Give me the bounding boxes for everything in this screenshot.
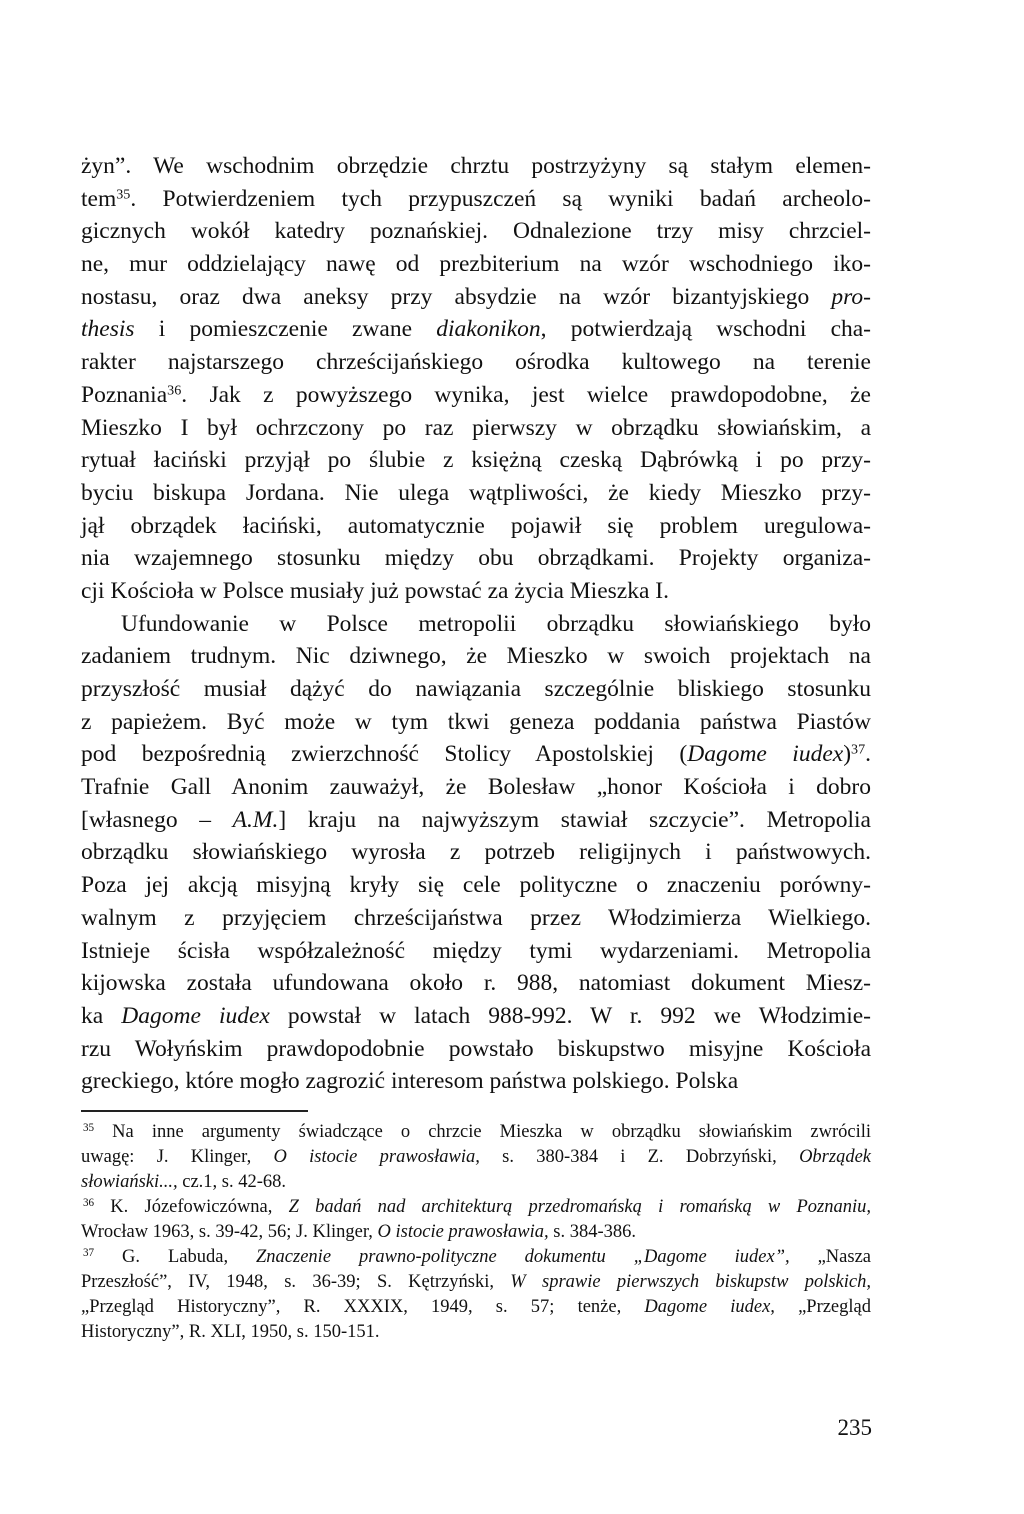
body-line: przyszłość musiał dążyć do nawiązania szczególnie bliskiego stosunku [81, 676, 871, 702]
body-line: Mieszko I był ochrzczony po raz pierwszy w obrządku słowiańskim, a [81, 414, 871, 441]
body-line: obrządku słowiańskiego wyrosła z potrzeb religijnych i państwowych. [81, 839, 871, 866]
footnote-line: Wrocław 1963, s. 39-42, 56; J. Klinger, O istocie prawosławia, s. 384-386. [81, 1221, 637, 1242]
body-line: tem$^{35}$. Potwierdzeniem tych przypuszczeń są wyniki badań archeolo- [81, 185, 871, 212]
body-line: pod bezpośrednią zwierzchność Stolicy Apostolskiej (Dagome iudex)$^{37}$. [81, 741, 871, 768]
page-number: 235 [837, 1415, 872, 1440]
body-line: rytuał łaciński przyjął po ślubie z księżną czeską Dąbrówką i po przy- [81, 447, 871, 474]
footnote-line: Przeszłość”, IV, 1948, s. 36-39; S. Kętrzyński, W sprawie pierwszych biskupstw polskich, [81, 1271, 871, 1292]
body-line: z papieżem. Być może w tym tkwi geneza poddania państwa Piastów [81, 708, 871, 735]
footnote-line: „Przegląd Historyczny”, R. XXXIX, 1949, s. 57; tenże, Dagome iudex, „Przegląd [81, 1296, 871, 1317]
body-line: Poznania$^{36}$. Jak z powyższego wynika, jest wielce prawdopodobne, że [81, 381, 871, 408]
body-line: [własnego – A.M.] kraju na najwyższym stawiał szczycie”. Metropolia [81, 806, 871, 833]
body-line: Trafnie Gall Anonim zauważył, że Bolesław „honor Kościoła i dobro [81, 774, 871, 801]
footnote-line: $^{36}$ K. Józefowiczówna, Z badań nad architekturą przedromańską i romańską w Poznaniu, [83, 1196, 871, 1217]
body-line: żyn”. We wschodnim obrzędzie chrztu postrzyżyny są stałym elemen- [81, 153, 871, 179]
body-line: rzu Wołyńskim prawdopodobnie powstało biskupstwo misyjne Kościoła [81, 1035, 871, 1062]
page-content [81, 150, 871, 1345]
footnote-separator [81, 1110, 308, 1112]
body-line: kijowska została ufundowana około r. 988, natomiast dokument Miesz- [81, 970, 871, 997]
body-line: jął obrządek łaciński, automatycznie pojawił się problem uregulowa- [81, 512, 871, 539]
body-line: cji Kościoła w Polsce musiały już powstać za życia Mieszka I. [81, 577, 669, 604]
body-line: rakter najstarszego chrześcijańskiego ośrodka kultowego na terenie [81, 349, 871, 376]
body-line: nostasu, oraz dwa aneksy przy absydzie na wzór bizantyjskiego pro- [81, 283, 871, 310]
body-line: walnym z przyjęciem chrześcijaństwa przez Włodzimierza Wielkiego. [81, 904, 871, 931]
body-line: thesis i pomieszczenie zwane diakonikon, potwierdzają wschodni cha- [81, 316, 871, 343]
body-line: gicznych wokół katedry poznańskiej. Odnalezione trzy misy chrzciel- [81, 218, 871, 245]
body-line: Ufundowanie w Polsce metropolii obrządku słowiańskiego było [121, 610, 871, 637]
body-line: ne, mur oddzielający nawę od prezbiterium na wzór wschodniego iko- [81, 251, 871, 278]
footnote-line: $^{37}$ G. Labuda, Znaczenie prawno-polityczne dokumentu „Dagome iudex”, „Nasza [83, 1246, 871, 1267]
body-line: zadaniem trudnym. Nic dziwnego, że Mieszko w swoich projektach na [81, 643, 871, 670]
footnote-line: słowiański..., cz.1, s. 42-68. [81, 1171, 287, 1192]
footnote-line: Historyczny”, R. XLI, 1950, s. 150-151. [81, 1321, 380, 1342]
body-line: nia wzajemnego stosunku między obu obrządkami. Projekty organiza- [81, 545, 871, 572]
body-line: ka Dagome iudex powstał w latach 988-992. W r. 992 we Włodzimie- [81, 1002, 871, 1029]
footnotes [81, 1120, 871, 1345]
body-line: Poza jej akcją misyjną kryły się cele polityczne o znaczeniu porówny- [81, 872, 871, 899]
body-line: Istnieje ścisła współzależność między tymi wydarzeniami. Metropolia [81, 937, 871, 964]
body-text [81, 150, 871, 1098]
body-line: greckiego, które mogło zagrozić interesom państwa polskiego. Polska [81, 1068, 739, 1095]
footnote-line: $^{35}$ Na inne argumenty świadczące o chrzcie Mieszka w obrządku słowiańskim zwrócili [83, 1121, 871, 1142]
body-line: byciu biskupa Jordana. Nie ulega wątpliwości, że kiedy Mieszko przy- [81, 479, 871, 506]
footnote-line: uwagę: J. Klinger, O istocie prawosławia, s. 380-384 i Z. Dobrzyński, Obrządek [81, 1146, 871, 1167]
